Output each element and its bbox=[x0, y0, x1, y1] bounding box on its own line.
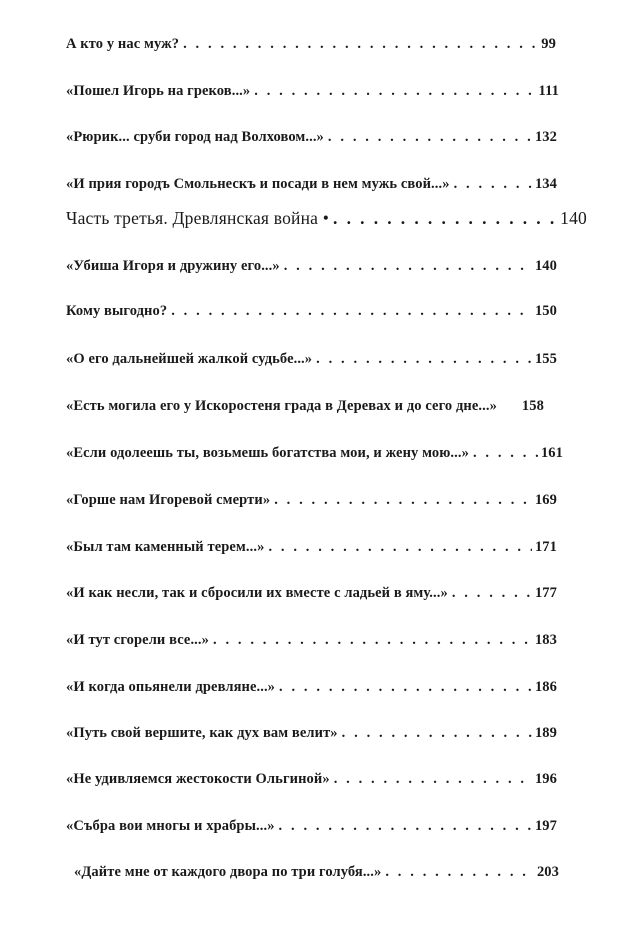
toc-entry-page: 140 bbox=[534, 258, 557, 274]
toc-entry-title: «О его дальнейшей жалкой судьбе...» bbox=[66, 351, 313, 367]
toc-entry-title: «Был там каменный терем...» bbox=[66, 539, 265, 555]
toc-entry-page: 196 bbox=[534, 771, 557, 787]
dot-leader bbox=[268, 539, 532, 556]
dot-leader bbox=[279, 818, 532, 835]
dot-leader bbox=[473, 445, 538, 462]
toc-entry-title: «Путь свой вершите, как дух вам велит» bbox=[66, 725, 338, 741]
dot-leader bbox=[328, 129, 532, 146]
toc-entry bbox=[66, 83, 559, 100]
toc-entry-title: «И как несли, так и сбросили их вместе с ладьей в яму...» bbox=[66, 585, 448, 601]
toc-entry-page: 197 bbox=[534, 818, 557, 834]
toc-entry-page: 150 bbox=[534, 303, 557, 319]
toc-entry-title: «Есть могила его у Искоростеня града в Деревах и до сего дне...» bbox=[66, 398, 497, 414]
toc-entry-title: «Рюрик... сруби город над Волховом...» bbox=[66, 129, 324, 145]
toc-entry-title: Кому выгодно? bbox=[66, 303, 168, 319]
dot-leader bbox=[342, 725, 532, 742]
toc-entry bbox=[66, 129, 557, 146]
toc-entry bbox=[66, 679, 557, 696]
toc-entry-title: «Горше нам Игоревой смерти» bbox=[66, 492, 271, 508]
toc-entry bbox=[66, 539, 557, 556]
toc-entry-title: «Если одолеешь ты, возьмешь богатства мои, и жену мою...» bbox=[66, 445, 469, 461]
toc-entry bbox=[66, 632, 557, 649]
toc-entry bbox=[66, 492, 557, 509]
dot-leader bbox=[274, 492, 532, 509]
toc-entry-title: «Събра вои многы и храбры...» bbox=[66, 818, 275, 834]
toc-entry bbox=[66, 585, 557, 602]
toc-entry bbox=[66, 445, 563, 462]
dot-leader bbox=[279, 679, 532, 696]
toc-entry-page: 183 bbox=[534, 632, 557, 648]
toc-entry bbox=[66, 725, 557, 742]
toc-entry-page: 171 bbox=[534, 539, 557, 555]
toc-entry-title: А кто у нас муж? bbox=[66, 36, 180, 52]
toc-entry-page: 132 bbox=[534, 129, 557, 145]
toc-entry-page: 169 bbox=[534, 492, 557, 508]
toc-entry bbox=[66, 351, 557, 368]
dot-leader bbox=[254, 83, 535, 100]
toc-entry-page: 155 bbox=[534, 351, 557, 367]
dot-leader bbox=[333, 208, 557, 229]
toc-entry bbox=[74, 864, 559, 881]
toc-entry-page: 189 bbox=[534, 725, 557, 741]
dot-leader bbox=[452, 585, 532, 602]
dot-leader bbox=[385, 864, 534, 881]
toc-entry-page: 177 bbox=[534, 585, 557, 601]
toc-entry-title: «Убиша Игоря и дружину его...» bbox=[66, 258, 280, 274]
toc-entry-page: 99 bbox=[541, 36, 556, 52]
dot-leader bbox=[183, 36, 538, 53]
part-heading-title: Часть третья. Древлянская война • bbox=[66, 208, 330, 228]
toc-entry bbox=[66, 771, 557, 788]
toc-entry bbox=[66, 36, 556, 53]
dot-leader bbox=[171, 303, 532, 320]
toc-entry-page: 161 bbox=[540, 445, 563, 461]
toc-entry-title: «И тут сгорели все...» bbox=[66, 632, 209, 648]
toc-entry-page: 186 bbox=[534, 679, 557, 695]
dot-leader bbox=[316, 351, 532, 368]
dot-leader bbox=[213, 632, 532, 649]
toc-entry bbox=[66, 303, 557, 320]
toc-entry-title: «Пошел Игорь на греков...» bbox=[66, 83, 251, 99]
toc-entry-page: 134 bbox=[534, 176, 557, 192]
part-heading-page: 140 bbox=[560, 208, 587, 228]
toc-entry bbox=[66, 818, 557, 835]
toc-entry-title: «И когда опьянели древляне...» bbox=[66, 679, 276, 695]
dot-leader bbox=[454, 176, 532, 193]
toc-entry bbox=[66, 258, 557, 275]
part-heading bbox=[66, 208, 587, 229]
toc-entry-title: «И прия городъ Смольнескъ и посади в нем мужь свой...» bbox=[66, 176, 450, 192]
dot-leader bbox=[284, 258, 532, 275]
toc-entry bbox=[66, 176, 557, 193]
toc-entry-page: 111 bbox=[538, 83, 559, 99]
dot-leader bbox=[334, 771, 532, 788]
toc-entry-title: «Дайте мне от каждого двора по три голубя...» bbox=[74, 864, 382, 880]
toc-entry-title: «Не удивляемся жестокости Ольгиной» bbox=[66, 771, 330, 787]
toc-entry-page: 203 bbox=[536, 864, 559, 880]
toc-entry bbox=[66, 398, 544, 415]
toc-entry-page: 158 bbox=[521, 398, 544, 414]
